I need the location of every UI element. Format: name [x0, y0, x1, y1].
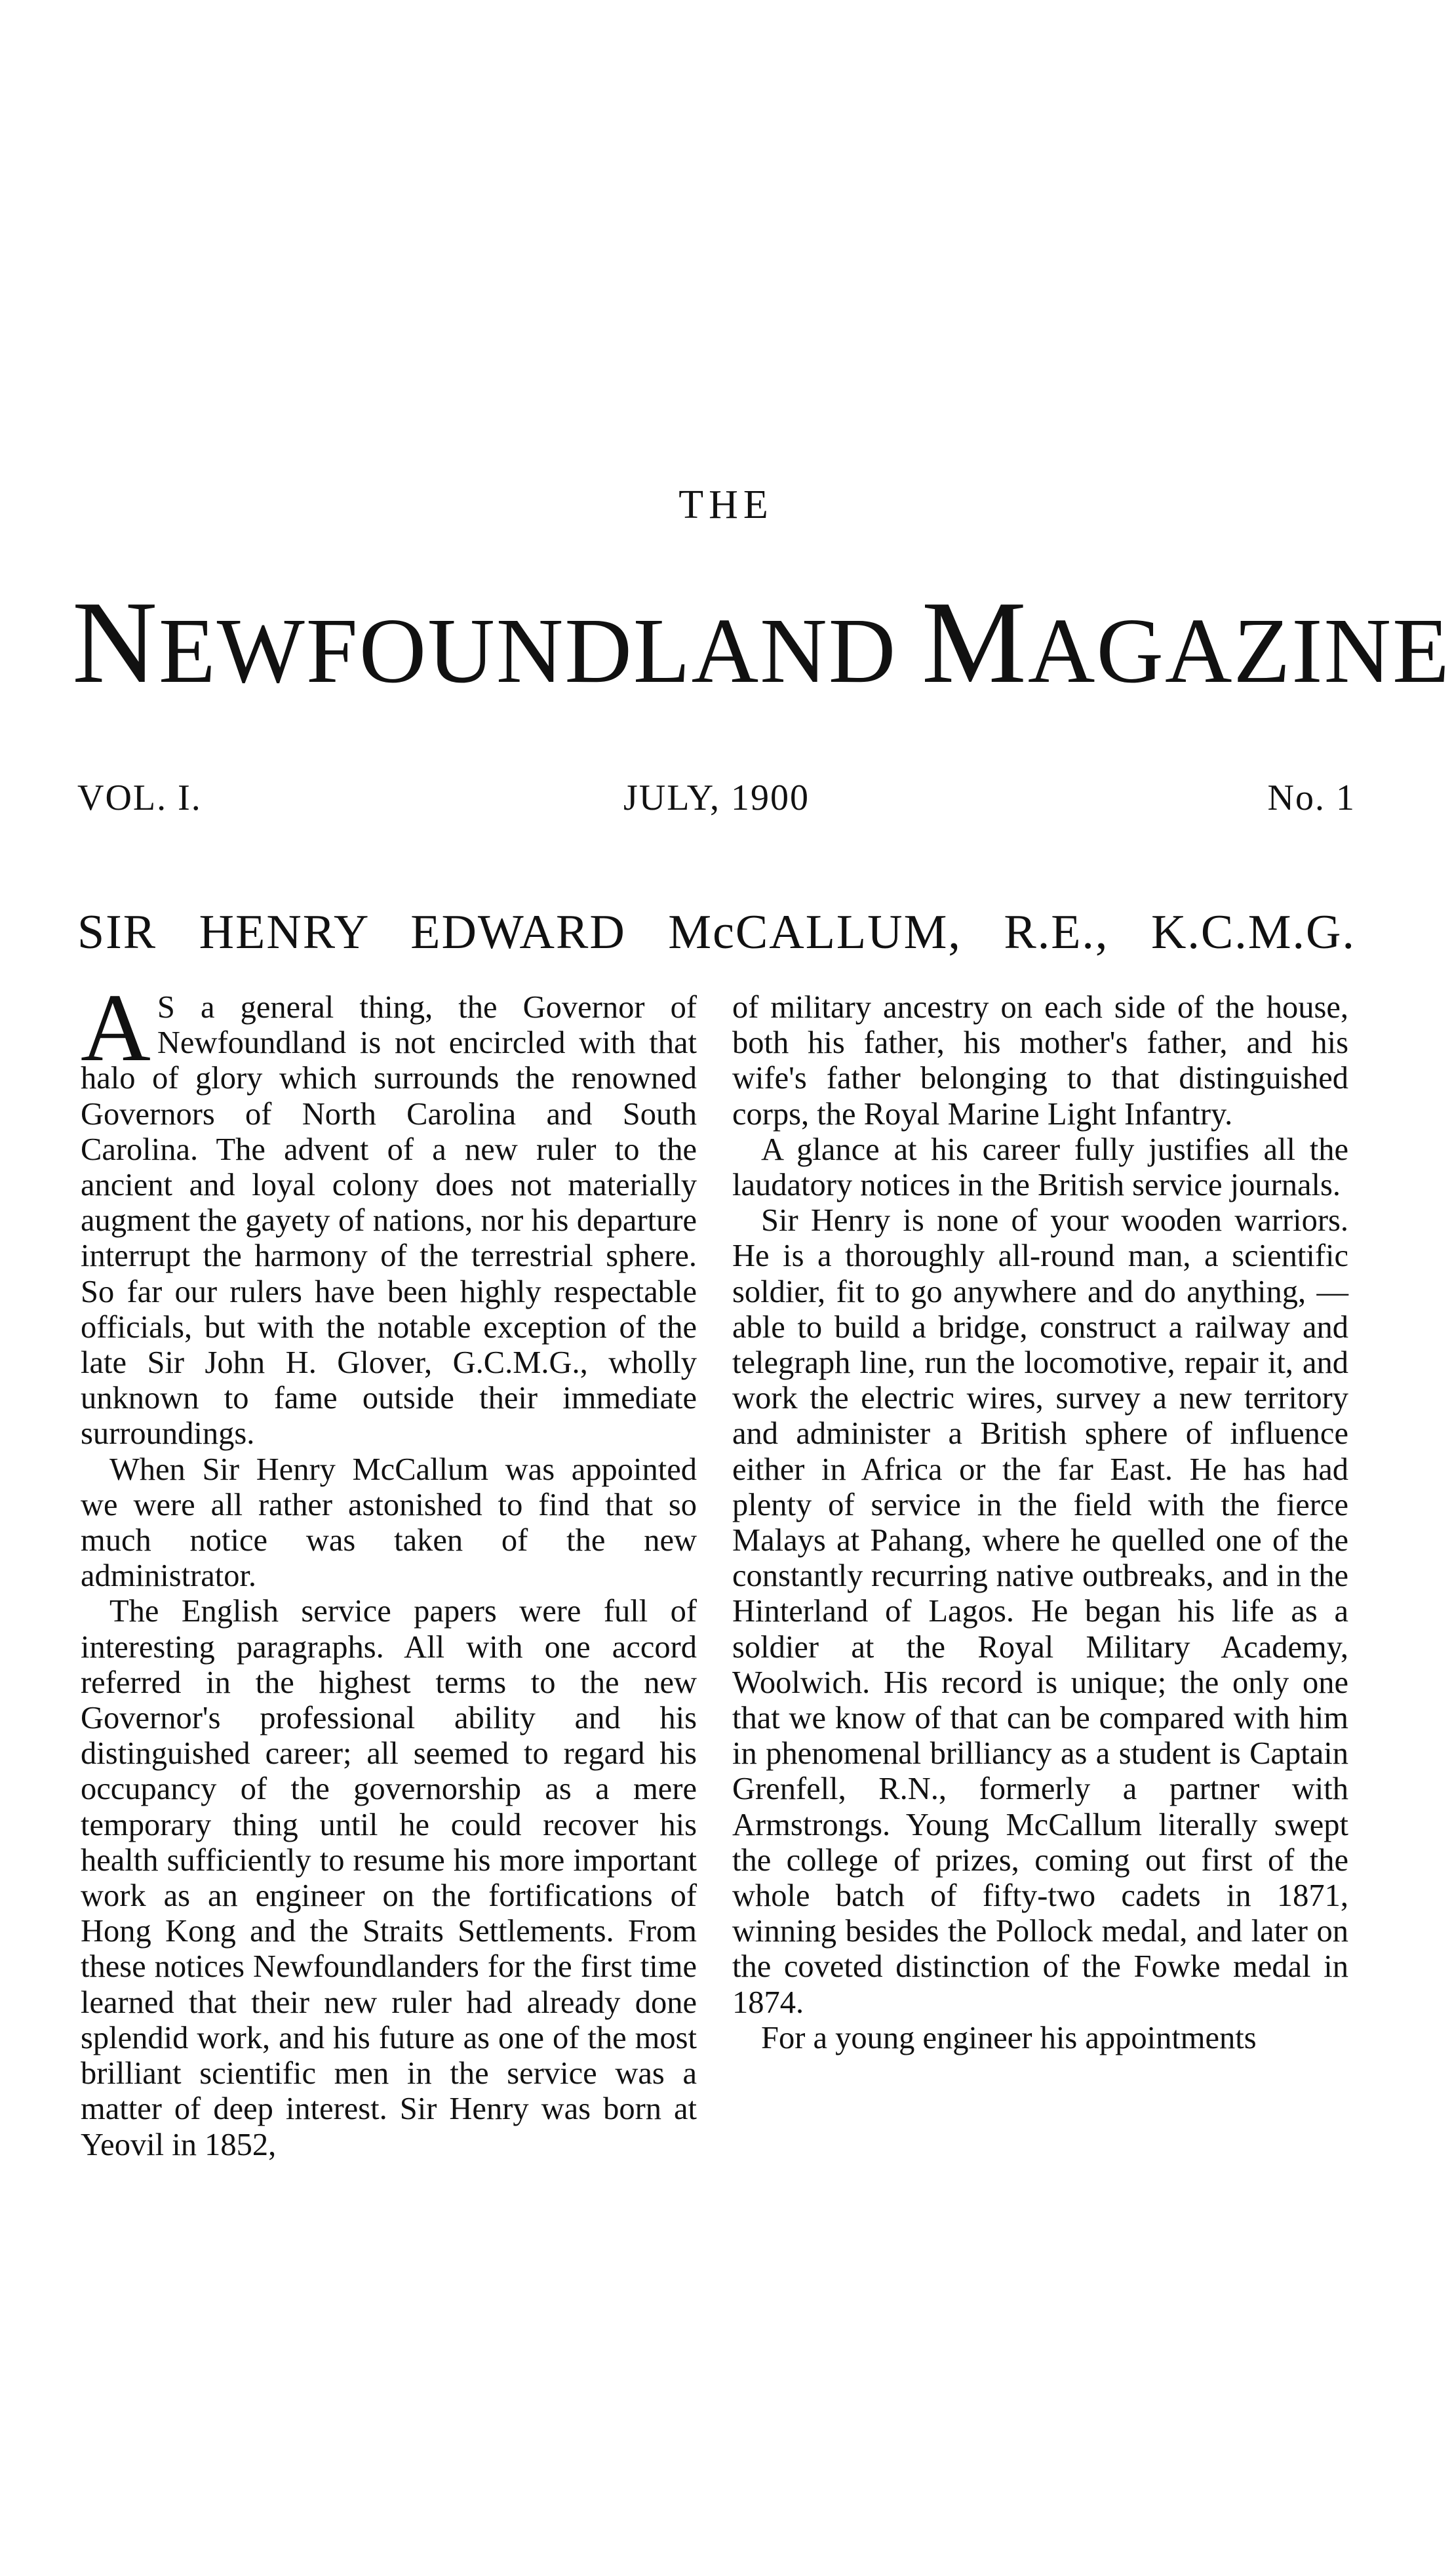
issue-volume: VOL. I. [77, 778, 202, 818]
masthead-title-rest-2: AGAZINE [1027, 599, 1451, 702]
paragraph-text: S a general thing, the Governor of Newfoundland is not encircled with that halo of glory which surrounds the renowned Governors of North Carolina and South Carolina. The advent of a new ruler to the ancient and loyal colony does not materially augment the gayety of nations, nor his departure interrupt the harmony of the terrestrial sphere. So far our rulers have been highly respectable officials, but with the notable exception of the late Sir John H. Glover, G.C.M.G., wholly unknown to fame outside their immediate surroundings. [81, 990, 697, 1452]
paragraph [81, 974, 697, 1452]
right-column [732, 990, 1348, 2056]
issue-number: No. 1 [1267, 778, 1356, 818]
masthead-title-cap-2: M [921, 577, 1028, 707]
article-title: SIR HENRY EDWARD McCALLUM, R.E., K.C.M.G. [77, 905, 1356, 959]
drop-cap: A [81, 974, 151, 1082]
masthead-title [72, 577, 1451, 716]
issue-date: JULY, 1900 [623, 778, 810, 818]
masthead-title-cap-1: N [72, 577, 159, 707]
masthead-the: THE [678, 483, 774, 527]
paragraph: For a young engineer his appointments [761, 2020, 1257, 2055]
masthead-title-rest-1: EWFOUNDLAND [159, 599, 922, 702]
paragraph: of military ancestry on each side of the house, both his father, his mother's father, and his wife's father belonging to that distinguished corps, the Royal Marine Light Infantry. [732, 990, 1348, 1132]
paragraph: A glance at his career fully justifies all the laudatory notices in the British service journals. [732, 1132, 1348, 1203]
issue-info-row [77, 777, 1356, 823]
left-column [81, 974, 697, 2163]
paragraph: The English service papers were full of interesting paragraphs. All with one accord referred in the highest terms to the new Governor's professional ability and his distinguished career; all seemed to regard his occupancy of the governorship as a mere temporary thing until he could recover his health sufficiently to resume his more important work as an engineer on the fortifications of Hong Kong and the Straits Settlements. From these notices Newfoundlanders for the first time learned that their new ruler had already done splendid work, and his future as one of the most brilliant scientific men in the service was a matter of deep interest. Sir Henry was born at Yeovil in 1852, [81, 1594, 697, 2162]
paragraph: When Sir Henry McCallum was appointed we were all rather astonished to find that so much notice was taken of the new administrator. [81, 1452, 697, 1594]
paragraph: Sir Henry is none of your wooden warriors. He is a thoroughly all-round man, a scientific soldier, fit to go anywhere and do anything, — able to build a bridge, construct a railway and telegraph line, run the locomotive, repair it, and work the electric wires, survey a new territory and administer a British sphere of influence either in Africa or the far East. He has had plenty of service in the field with the fierce Malays at Pahang, where he quelled one of the constantly recurring native outbreaks, and in the Hinterland of Lagos. He began his life as a soldier at the Royal Military Academy, Woolwich. His record is unique; the only one that we know of that can be compared with him in phenomenal brilliancy as a student is Captain Grenfell, R.N., formerly a partner with Armstrongs. Young McCallum literally swept the college of prizes, coming out first of the whole batch of fifty-two cadets in 1871, winning besides the Pollock medal, and later on the coveted distinction of the Fowke medal in 1874. [732, 1203, 1348, 2020]
